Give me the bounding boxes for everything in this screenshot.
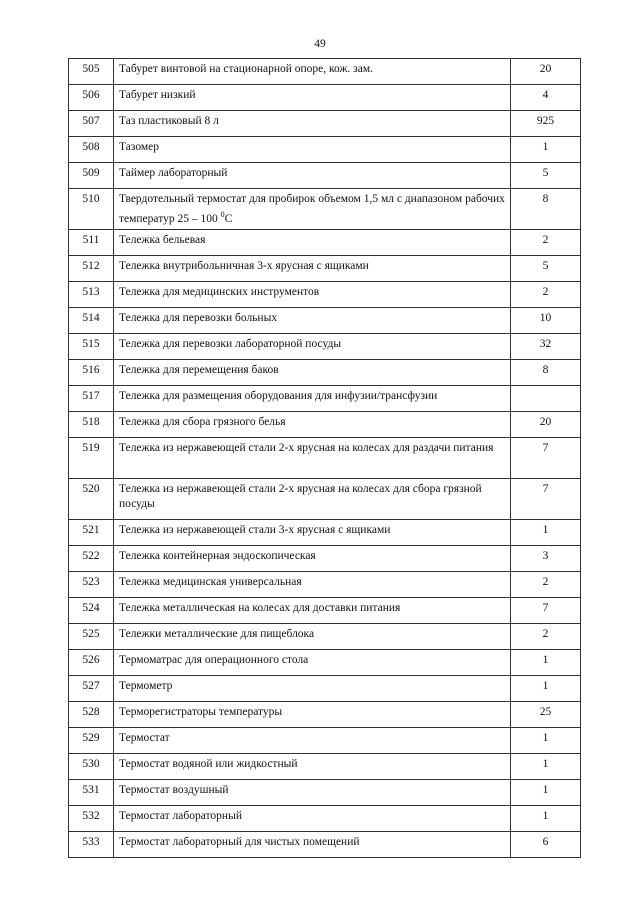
item-name: Тележка контейнерная эндоскопическая	[114, 546, 511, 572]
inventory-table	[68, 58, 581, 858]
inventory-table-body	[69, 59, 581, 858]
item-name: Таз пластиковый 8 л	[114, 111, 511, 137]
item-quantity: 5	[511, 256, 581, 282]
item-name: Тележка из нержавеющей стали 3-х ярусная с ящиками	[114, 520, 511, 546]
item-quantity: 32	[511, 334, 581, 360]
row-number: 519	[69, 438, 114, 479]
item-quantity: 925	[511, 111, 581, 137]
row-number: 514	[69, 308, 114, 334]
item-name: Тележка для перемещения баков	[114, 360, 511, 386]
item-name: Термостат	[114, 728, 511, 754]
item-name: Термостат лабораторный	[114, 806, 511, 832]
item-quantity: 20	[511, 59, 581, 85]
table-row	[69, 572, 581, 598]
item-name: Термостат лабораторный для чистых помещений	[114, 832, 511, 858]
row-number: 524	[69, 598, 114, 624]
row-number: 533	[69, 832, 114, 858]
table-row	[69, 111, 581, 137]
item-name: Табурет низкий	[114, 85, 511, 111]
item-quantity	[511, 386, 581, 412]
item-quantity: 10	[511, 308, 581, 334]
item-quantity: 1	[511, 676, 581, 702]
table-row	[69, 230, 581, 256]
item-quantity: 25	[511, 702, 581, 728]
item-name: Терморегистраторы температуры	[114, 702, 511, 728]
row-number: 510	[69, 189, 114, 230]
table-row	[69, 282, 581, 308]
table-row	[69, 598, 581, 624]
table-row	[69, 308, 581, 334]
item-name: Тележка из нержавеющей стали 2-х ярусная на колесах для сбора грязной посуды	[114, 479, 511, 520]
item-quantity: 1	[511, 650, 581, 676]
row-number: 531	[69, 780, 114, 806]
item-quantity: 7	[511, 479, 581, 520]
item-name: Термоматрас для операционного стола	[114, 650, 511, 676]
item-quantity: 2	[511, 572, 581, 598]
item-quantity: 2	[511, 230, 581, 256]
row-number: 528	[69, 702, 114, 728]
table-row	[69, 702, 581, 728]
table-row	[69, 806, 581, 832]
item-name: Тележка для перевозки больных	[114, 308, 511, 334]
table-row	[69, 163, 581, 189]
table-row	[69, 438, 581, 479]
item-quantity: 2	[511, 282, 581, 308]
table-row	[69, 728, 581, 754]
row-number: 511	[69, 230, 114, 256]
table-row	[69, 520, 581, 546]
table-row	[69, 546, 581, 572]
item-quantity: 5	[511, 163, 581, 189]
table-row	[69, 85, 581, 111]
row-number: 530	[69, 754, 114, 780]
row-number: 529	[69, 728, 114, 754]
item-name: Термостат водяной или жидкостный	[114, 754, 511, 780]
item-name-text: Твердотельный термостат для пробирок объемом 1,5 мл с диапазоном рабочих температур 25 – 100	[119, 193, 505, 225]
item-quantity: 1	[511, 754, 581, 780]
row-number: 518	[69, 412, 114, 438]
row-number: 525	[69, 624, 114, 650]
row-number: 526	[69, 650, 114, 676]
table-row	[69, 137, 581, 163]
row-number: 515	[69, 334, 114, 360]
row-number: 505	[69, 59, 114, 85]
table-row	[69, 189, 581, 230]
item-name: Тележка для медицинских инструментов	[114, 282, 511, 308]
row-number: 532	[69, 806, 114, 832]
item-quantity: 1	[511, 780, 581, 806]
row-number: 513	[69, 282, 114, 308]
item-quantity: 8	[511, 360, 581, 386]
table-row	[69, 59, 581, 85]
row-number: 506	[69, 85, 114, 111]
item-quantity: 7	[511, 438, 581, 479]
table-row	[69, 479, 581, 520]
row-number: 517	[69, 386, 114, 412]
row-number: 508	[69, 137, 114, 163]
item-quantity: 1	[511, 520, 581, 546]
item-name: Тележка для размещения оборудования для инфузии/трансфузии	[114, 386, 511, 412]
item-name: Тележка для сбора грязного белья	[114, 412, 511, 438]
table-row	[69, 624, 581, 650]
item-quantity: 3	[511, 546, 581, 572]
table-row	[69, 412, 581, 438]
row-number: 521	[69, 520, 114, 546]
row-number: 527	[69, 676, 114, 702]
item-quantity: 7	[511, 598, 581, 624]
table-row	[69, 386, 581, 412]
unit-celsius: С	[224, 212, 233, 225]
table-row	[69, 360, 581, 386]
item-name: Термостат воздушный	[114, 780, 511, 806]
row-number: 509	[69, 163, 114, 189]
row-number: 522	[69, 546, 114, 572]
item-quantity: 4	[511, 85, 581, 111]
item-name: Тележка металлическая на колесах для доставки питания	[114, 598, 511, 624]
item-name: Тележка из нержавеющей стали 2-х ярусная на колесах для раздачи питания	[114, 438, 511, 479]
degree-superscript: 0	[220, 210, 225, 219]
item-name	[114, 189, 511, 230]
row-number: 512	[69, 256, 114, 282]
table-row	[69, 650, 581, 676]
item-name: Тазомер	[114, 137, 511, 163]
page-number: 49	[314, 38, 326, 50]
item-name: Тележка для перевозки лабораторной посуды	[114, 334, 511, 360]
item-name: Тележка медицинская универсальная	[114, 572, 511, 598]
item-name: Тележка внутрибольничная 3-х ярусная с ящиками	[114, 256, 511, 282]
row-number: 520	[69, 479, 114, 520]
item-quantity: 6	[511, 832, 581, 858]
item-name: Термометр	[114, 676, 511, 702]
table-row	[69, 256, 581, 282]
item-quantity: 2	[511, 624, 581, 650]
table-row	[69, 676, 581, 702]
table-row	[69, 832, 581, 858]
item-quantity: 1	[511, 728, 581, 754]
item-quantity: 1	[511, 137, 581, 163]
item-name: Таймер лабораторный	[114, 163, 511, 189]
table-row	[69, 334, 581, 360]
item-name: Тележка бельевая	[114, 230, 511, 256]
row-number: 507	[69, 111, 114, 137]
row-number: 523	[69, 572, 114, 598]
table-row	[69, 780, 581, 806]
table-row	[69, 754, 581, 780]
item-name: Табурет винтовой на стационарной опоре, кож. зам.	[114, 59, 511, 85]
row-number: 516	[69, 360, 114, 386]
item-quantity: 1	[511, 806, 581, 832]
item-quantity: 8	[511, 189, 581, 230]
item-name: Тележки металлические для пищеблока	[114, 624, 511, 650]
item-quantity: 20	[511, 412, 581, 438]
